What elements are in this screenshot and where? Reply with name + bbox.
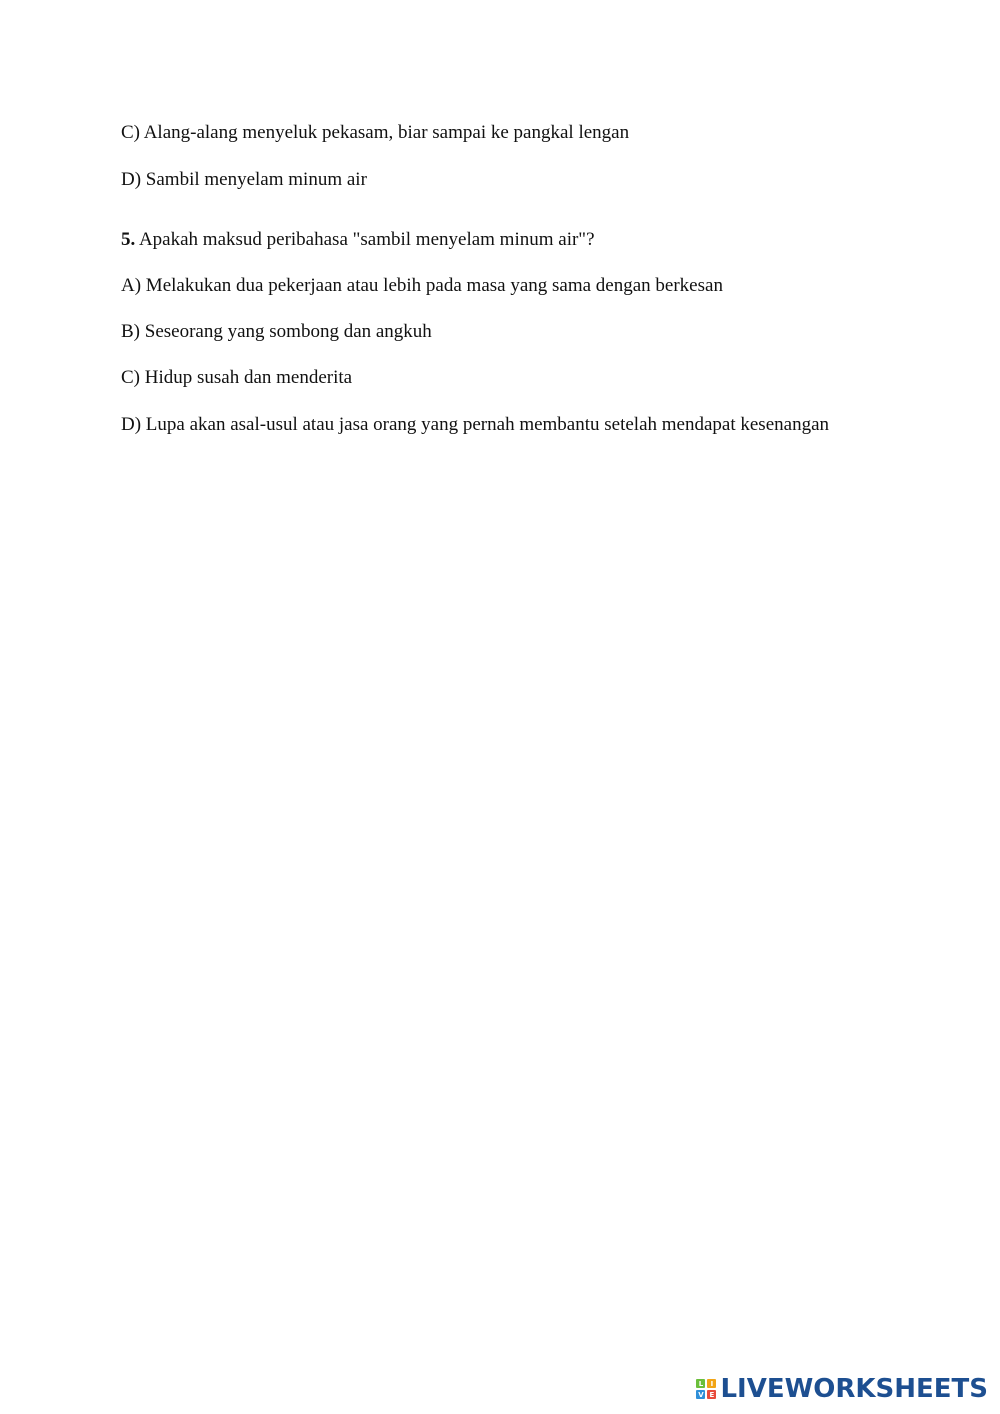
question-5	[121, 228, 595, 252]
liveworksheets-brand	[696, 1374, 988, 1404]
question-number: 5.	[121, 229, 136, 250]
option-d: D) Lupa akan asal-usul atau jasa orang yang pernah membantu setelah mendapat kesenangan	[121, 414, 830, 435]
option-b: B) Seseorang yang sombong dan angkuh	[121, 321, 432, 342]
logo-letter: I	[707, 1379, 716, 1388]
option-d-prev: D) Sambil menyelam minum air	[121, 169, 367, 190]
option-c: C) Hidup susah dan menderita	[121, 367, 353, 388]
logo-letter: E	[707, 1390, 716, 1399]
option-a: A) Melakukan dua pekerjaan atau lebih pada masa yang sama dengan berkesan	[121, 275, 723, 296]
logo-letter: V	[698, 1390, 704, 1399]
liveworksheets-logo-icon	[696, 1379, 716, 1399]
brand-name: LIVEWORKSHEETS	[720, 1374, 988, 1404]
logo-letter: L	[696, 1379, 705, 1388]
option-c-prev: C) Alang-alang menyeluk pekasam, biar sampai ke pangkal lengan	[121, 122, 630, 143]
question-text: Apakah maksud peribahasa "sambil menyelam minum air"?	[135, 229, 595, 250]
